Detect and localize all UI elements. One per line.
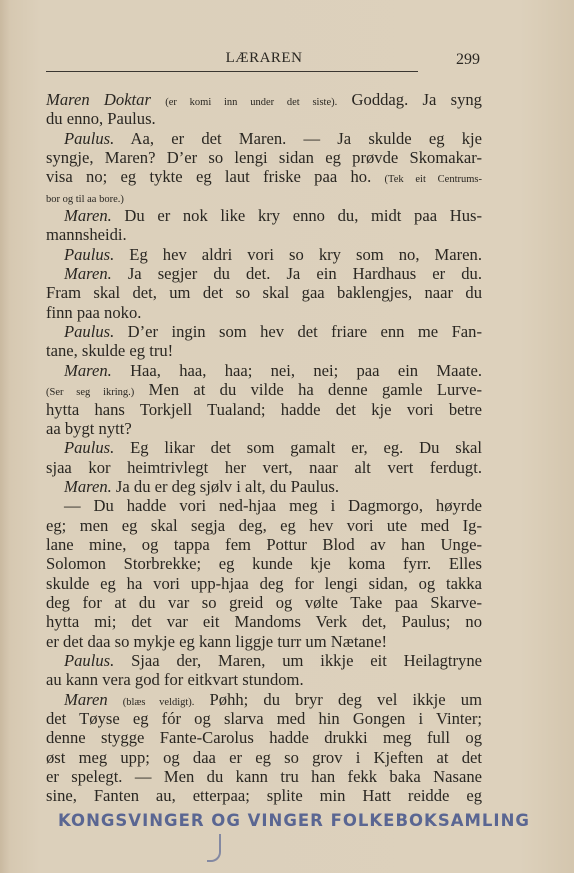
line-text: au kann vera god for eitkvart stundom.: [46, 670, 304, 690]
text-line: [46, 767, 482, 786]
line-text: syngje, Maren? D’er so lengi sidan eg prøvde Skomakar-: [46, 148, 482, 168]
text-line: [46, 264, 482, 283]
text-line: [46, 303, 482, 322]
speaker-name: Paulus.: [64, 244, 115, 264]
stage-direction: (Tek eit Centrums-: [384, 174, 482, 186]
text-line: [46, 748, 482, 767]
speaker-name: Maren Doktar: [46, 90, 151, 109]
text-line: [46, 109, 482, 128]
text-line: [46, 187, 482, 206]
dialogue-text: [46, 90, 482, 806]
text-line: [46, 632, 482, 651]
text-line: [46, 438, 482, 457]
text-line: [46, 786, 482, 805]
speaker-name: Maren: [64, 689, 108, 709]
line-text: eg; men eg skal segja deg, eg hev vori ute med Ig-: [46, 515, 482, 535]
line-text: Du er nok like kry enno du, midt paa Hus-: [111, 206, 482, 226]
text-line: [46, 709, 482, 728]
text-line: [46, 458, 482, 477]
speaker-name: Paulus.: [64, 322, 115, 342]
text-line: [46, 225, 482, 244]
line-text: øst meg upp; og daa er eg so grov i Kjeften at det: [46, 747, 482, 767]
line-text: [108, 690, 123, 709]
line-text: Ja segjer du det. Ja ein Hardhaus er du.: [111, 264, 482, 284]
speaker-name: Maren.: [64, 206, 112, 226]
text-line: [46, 670, 482, 689]
line-text: deg for at du var so greid og vølte Take paa Skarve-: [46, 592, 482, 612]
line-text: tane, skulde eg tru!: [46, 341, 174, 361]
line-text: [151, 90, 165, 109]
text-line: [46, 651, 482, 670]
speaker-name: Maren.: [64, 264, 112, 284]
text-line: [46, 690, 482, 709]
line-text: sine, Fanten au, etterpaa; splite min Hatt reidde eg: [46, 786, 482, 806]
speaker-name: Maren.: [64, 360, 112, 380]
text-line: [46, 322, 482, 341]
text-line: [46, 496, 482, 515]
text-line: [46, 341, 482, 360]
text-line: [46, 574, 482, 593]
line-text: visa no; eg tykte eg laut friske paa ho.: [46, 167, 385, 187]
text-line: [46, 593, 482, 612]
header-rule: [46, 71, 418, 72]
line-text: Aa, er det Maren. — Ja skulde eg kje: [114, 128, 482, 148]
text-line: [46, 516, 482, 535]
line-text: Eg likar det som gamalt er, eg. Du skal: [114, 438, 482, 458]
line-text: Eg hev aldri vori so kry som no, Maren.: [114, 244, 482, 264]
line-text: du enno, Paulus.: [46, 109, 156, 129]
line-text: aa bygt nytt?: [46, 418, 132, 438]
stage-direction: (er komi inn under det siste).: [165, 97, 338, 108]
line-text: skulde eg ha vori upp-hjaa deg for lengi sidan, og takka: [46, 573, 482, 593]
text-line: [46, 90, 482, 109]
text-line: [46, 167, 482, 186]
line-text: — Du hadde vori ned-hjaa meg i Dagmorgo, høyrde: [64, 496, 482, 516]
line-text: Goddag. Ja syng: [337, 90, 482, 109]
text-line: [46, 477, 482, 496]
text-line: [46, 206, 482, 225]
text-line: [46, 554, 482, 573]
line-text: hytta mi; det var eit Mandoms Verk det, Paulus; no: [46, 612, 482, 632]
line-text: Ja du er deg sjølv i alt, du Paulus.: [111, 476, 339, 496]
line-text: det Tøyse eg fór og slarva med hin Gongen i Vinter;: [46, 709, 482, 728]
text-line: [46, 612, 482, 631]
text-line: [46, 419, 482, 438]
stage-direction: bor og til aa bore.): [46, 193, 124, 205]
text-line: [46, 283, 482, 302]
line-text: er spelegt. — Men du kann tru han fekk baka Nasane: [46, 767, 482, 787]
speaker-name: Paulus.: [64, 438, 115, 458]
line-text: finn paa noko.: [46, 302, 142, 322]
text-line: [46, 361, 482, 380]
line-text: Solomon Storbrekke; eg kunde kje koma fyrr. Elles: [46, 554, 482, 574]
speaker-name: Maren.: [64, 476, 112, 496]
line-text: Haa, haa, haa; nei, nei; paa ein Maate.: [111, 360, 482, 380]
stage-direction: (blæs veldigt).: [122, 696, 195, 708]
line-text: sjaa kor heimtrivlegt her vert, naar alt vert ferdugt.: [46, 457, 482, 477]
line-text: hytta hans Torkjell Tualand; hadde det kje vori betre: [46, 399, 482, 419]
line-text: Pøhh; du bryr deg vel ikkje um: [194, 689, 482, 709]
page-header: [46, 50, 482, 72]
text-line: [46, 245, 482, 264]
line-text: Sjaa der, Maren, um ikkje eit Heilagtryne: [114, 650, 482, 670]
text-line: [46, 728, 482, 747]
stamp-mark: [207, 834, 221, 862]
page-number: 299: [456, 51, 480, 68]
text-line: [46, 129, 482, 148]
text-line: [46, 535, 482, 554]
line-text: denne stygge Fante-Carolus hadde drukki meg full og: [46, 728, 482, 748]
speaker-name: Paulus.: [64, 650, 115, 670]
running-title: LÆRAREN: [225, 50, 303, 66]
line-text: lane mine, og tappa fem Pottur Blod av han Unge-: [46, 534, 482, 554]
line-text: Fram skal det, um det so skal gaa baklengjes, naar du: [46, 283, 482, 303]
stage-direction: (Ser seg ikring.): [46, 387, 135, 399]
line-text: er det daa so mykje eg kann liggje turr um Nætane!: [46, 631, 387, 651]
line-text: mannsheidi.: [46, 225, 127, 245]
speaker-name: Paulus.: [64, 128, 115, 148]
line-text: D’er ingin som hev det friare enn me Fan-: [114, 322, 482, 342]
library-stamp: KONGSVINGER OG VINGER FOLKEBOKSAMLING: [58, 811, 530, 830]
text-line: [46, 148, 482, 167]
text-line: [46, 380, 482, 399]
line-text: Men at du vilde ha denne gamle Lurve-: [134, 380, 482, 400]
text-line: [46, 400, 482, 419]
